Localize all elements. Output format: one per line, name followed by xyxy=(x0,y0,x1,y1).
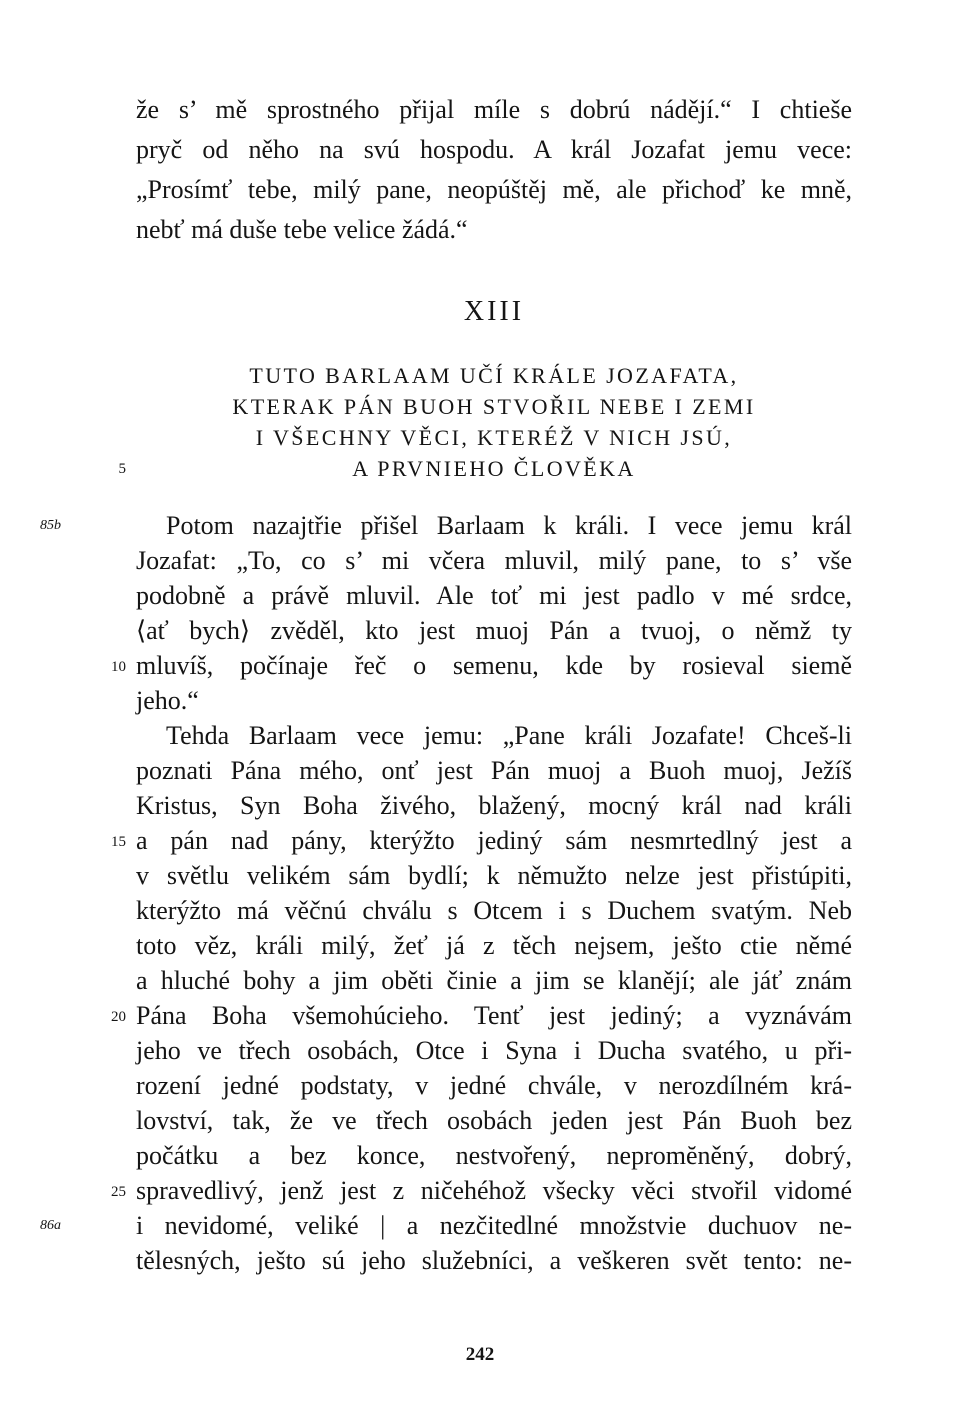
text-line: počátku a bez konce, nestvořený, nepromĕněný, dobrý, xyxy=(136,1141,852,1170)
chapter-heading-line: TUTO BARLAAM UČÍ KRÁLE JOZAFATA, xyxy=(249,363,739,388)
line-number: 25 xyxy=(111,1184,126,1200)
chapter-number: XIII xyxy=(463,296,525,327)
text-line: nebť má duše tebe velice žádá.“ xyxy=(136,215,468,244)
text-line: lovství, tak, že ve třech osobách jeden jest Pán Buoh bez xyxy=(136,1106,852,1135)
text-line: rození jedné podstaty, v jedné chvále, v nerozdílném krá- xyxy=(136,1071,852,1100)
text-line: i nevidomé, veliké | a nezčitedlné množstvie duchuov ne- xyxy=(136,1211,852,1240)
page-number: 242 xyxy=(465,1344,495,1365)
text-line: ⟨ať bych⟩ zvěděl, kto jest muoj Pán a tvuoj, o němž ty xyxy=(136,616,852,645)
text-line: kterýžto má věčnú chválu s Otcem i s Duchem svatým. Neb xyxy=(136,896,852,925)
text-line: Kristus, Syn Boha živého, blažený, mocný král nad králi xyxy=(136,791,852,820)
chapter-heading-line: A PRVNIEHO ČLOVĚKA xyxy=(352,456,636,481)
text-line: mluvíš, počínaje řeč o semenu, kde by rosieval siemě xyxy=(136,651,852,680)
folio-mark: 86a xyxy=(40,1218,61,1233)
text-line: a pán nad pány, kterýžto jediný sám nesmrtedlný jest a xyxy=(136,826,852,855)
text-line: a hluché bohy a jim oběti činie a jim se klanějí; ale jáť znám xyxy=(136,966,852,995)
text-line: toto věz, králi milý, žeť já z těch nejsem, ješto ctie němé xyxy=(136,931,852,960)
text-line: pryč od něho na svú hospodu. A král Jozafat jemu vece: xyxy=(136,135,852,164)
chapter-heading-line: I VŠECHNY VĚCI, KTERÉŽ V NICH JSÚ, xyxy=(255,425,733,450)
text-line: jeho ve třech osobách, Otce i Syna i Ducha svatého, u při- xyxy=(136,1036,852,1065)
text-line: „Prosímť tebe, milý pane, neopúštěj mě, ale přichoď ke mně, xyxy=(136,175,852,204)
folio-mark: 85b xyxy=(40,518,61,533)
text-line: spravedlivý, jenž jest z ničehéhož všecky věci stvořil vidomé xyxy=(136,1176,852,1205)
text-line: poznati Pána mého, onť jest Pán muoj a Buoh muoj, Ježíš xyxy=(136,756,852,785)
text-line: Pána Boha všemohúcieho. Tenť jest jediný; a vyznávám xyxy=(136,1001,852,1030)
text-line: podobně a právě mluvil. Ale toť mi jest padlo v mé srdce, xyxy=(136,581,852,610)
text-line: Tehda Barlaam vece jemu: „Pane králi Jozafate! Chceš-li xyxy=(166,721,852,750)
line-number: 5 xyxy=(118,461,126,477)
text-line: Jozafat: „To, co s’ mi včera mluvil, milý pane, to s’ vše xyxy=(136,546,852,575)
text-line: že s’ mě sprostného přijal míle s dobrú nádějí.“ I chtieše xyxy=(136,95,852,124)
line-number: 20 xyxy=(111,1009,126,1025)
text-line: jeho.“ xyxy=(136,686,199,715)
line-number: 15 xyxy=(111,834,126,850)
text-line: tělesných, ješto sú jeho služebníci, a veškeren svět tento: ne- xyxy=(136,1246,852,1275)
line-number: 10 xyxy=(111,659,126,675)
text-line: v světlu velikém sám bydlí; k němužto nelze jest přistúpiti, xyxy=(136,861,852,890)
text-line: Potom nazajtřie přišel Barlaam k králi. I vece jemu král xyxy=(166,511,852,540)
chapter-heading-line: KTERAK PÁN BUOH STVOŘIL NEBE I ZEMI xyxy=(232,394,756,419)
